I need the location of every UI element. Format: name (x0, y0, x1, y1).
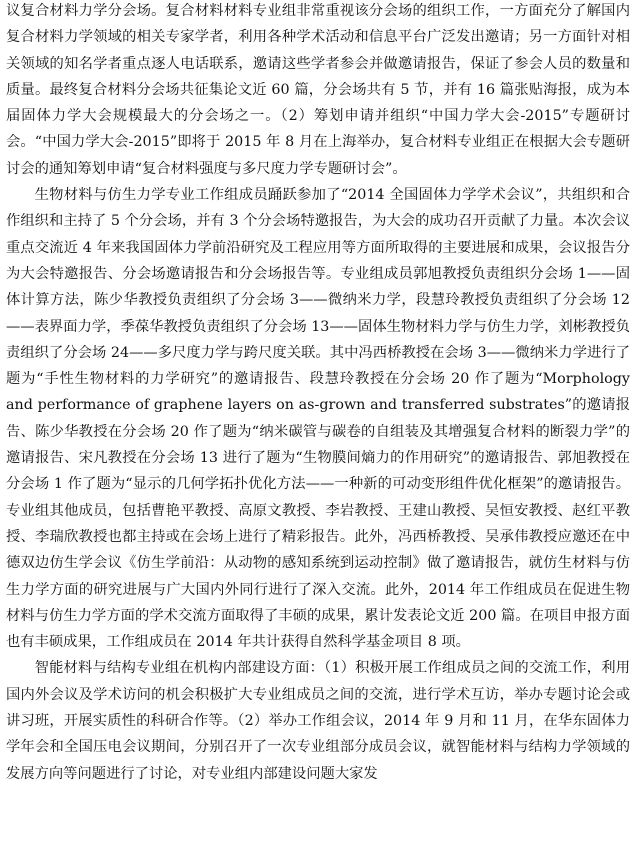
paragraph-biomaterials-biomechanics: 生物材料与仿生力学专业工作组成员踊跃参加了“2014 全国固体力学学术会议”，共组织和合作组织和主持了 5 个分会场，并有 3 个分会场特邀报告，为大会的成功召开贡献了力量。本次会议重点交流近 4 年来我国固体力学前沿研究及工程应用等方面所取得的主要进展和成果，会议报告分为大会特邀报告、分会场邀请报告和分会场报告等。专业组成员郭旭教授负责组织分会场 1——固体计算方法，陈少华教授负责组织了分会场 3——微纳米力学，段慧玲教授负责组织了分会场 12——表界面力学，季葆华教授负责组织了分会场 13——固体生物材料力学与仿生力学，刘彬教授负责组织了分会场 24——多尺度力学与跨尺度关联。其中冯西桥教授在会场 3——微纳米力学进行了题为“手性生物材料的力学研究”的邀请报告、段慧玲教授在分会场 20 作了题为“Morphology and performance of graphene layers on as-grown and transferred substrates”的邀请报告、陈少华教授在分会场 20 作了题为“纳米碳管与碳卷的自组装及其增强复合材料的断裂力学”的邀请报告、宋凡教授在分会场 13 进行了题为“生物膜间熵力的作用研究”的邀请报告、郭旭教授在分会场 1 作了题为“显示的几何学拓扑优化方法——一种新的可动变形组件优化框架”的邀请报告。专业组其他成员，包括曹艳平教授、高原文教授、李岩教授、王建山教授、吴恒安教授、赵红平教授、李瑞欣教授也都主持或在会场上进行了精彩报告。此外，冯西桥教授、吴承伟教授应邀还在中德双边仿生学会议《仿生学前沿：从动物的感知系统到运动控制》做了邀请报告，就仿生材料与仿生力学方面的研究进展与广大国内外同行进行了深入交流。此外，2014 年工作组成员在促进生物材料与仿生力学方面的学术交流方面取得了丰硕的成果，累计发表论文近 200 篇。在项目申报方面也有丰硕成果，工作组成员在 2014 年共计获得自然科学基金项目 8 项。 (6, 187, 630, 651)
paragraph-composite-materials: 议复合材料力学分会场。复合材料材料专业组非常重视该分会场的组织工作，一方面充分了解国内复合材料力学领域的相关专家学者，利用各种学术活动和信息平台广泛发出邀请；另一方面针对相关领域的知名学者重点逐人电话联系，邀请这些学者参会并做邀请报告，保证了参会人员的数量和质量。最终复合材料分会场共征集论文近 60 篇，分会场共有 5 节，并有 16 篇张贴海报，成为本届固体力学大会规模最大的分会场之一。（2）筹划申请并组织“中国力学大会-2015”专题研讨会。“中国力学大会-2015”即将于 2015 年 8 月在上海举办，复合材料专业组正在根据大会专题研讨会的通知筹划申请“复合材料强度与多尺度力学专题研讨会”。 (6, 3, 630, 177)
paragraph-smart-materials-structures: 智能材料与结构专业组在机构内部建设方面：（1）积极开展工作组成员之间的交流工作，利用国内外会议及学术访问的机会积极扩大专业组成员之间的交流，进行学术互访，举办专题讨论会或讲习班，开展实质性的科研合作等。（2）举办工作组会议，2014 年 9 月和 11 月，在华东固体力学年会和全国压电会议期间，分别召开了一次专业组部分成员会议，就智能材料与结构力学领域的发展方向等问题进行了讨论，对专业组内部建设问题大家发 (6, 660, 630, 782)
